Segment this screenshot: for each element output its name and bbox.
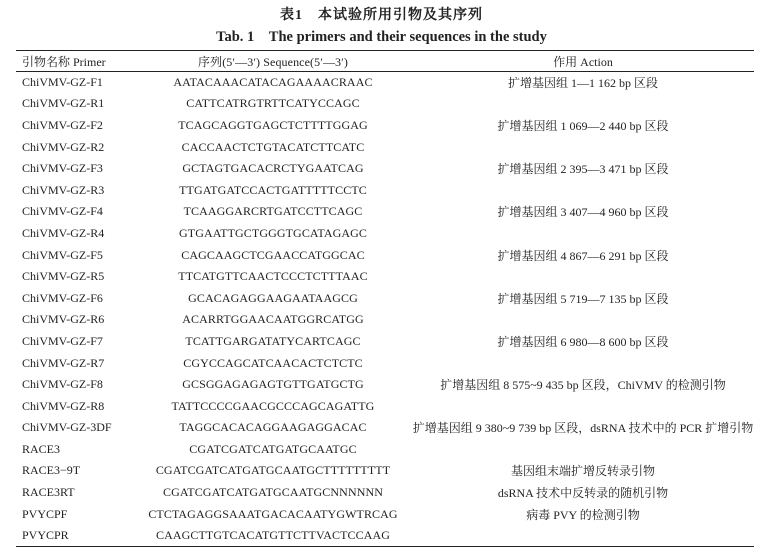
primer-name-cell: ChiVMV-GZ-R4 (22, 225, 105, 240)
action-cell (412, 93, 754, 115)
primer-name-cell: ChiVMV-GZ-F4 (22, 204, 103, 219)
table-row (16, 93, 754, 115)
action-cell: 扩增基因组 9 380~9 739 bp 区段，dsRNA 技术中的 PCR 扩增引物 (412, 421, 754, 436)
sequence-cell: TAGGCACACAGGAAGAGGACAC (179, 420, 367, 435)
table-row (16, 223, 754, 245)
sequence-cell: TTGATGATCCACTGATTTTTCCTC (179, 182, 367, 197)
header-action: 作用 Action (412, 51, 754, 72)
action-cell (412, 525, 754, 547)
sequence-cell: TTCATGTTCAACTCCCTCTTTAAC (178, 269, 368, 284)
primer-name-cell: ChiVMV-GZ-R2 (22, 139, 105, 154)
action-cell: 扩增基因组 1—1 162 bp 区段 (507, 76, 658, 91)
primer-name-cell: ChiVMV-GZ-3DF (22, 420, 112, 435)
action-cell (412, 136, 754, 158)
action-cell (412, 179, 754, 201)
sequence-cell: CAGCAAGCTCGAACCATGGCAC (181, 247, 365, 262)
table-row (16, 352, 754, 374)
action-cell: 扩增基因组 5 719—7 135 bp 区段 (497, 291, 669, 306)
table-row (16, 395, 754, 417)
primer-name-cell: ChiVMV-GZ-R3 (22, 182, 105, 197)
table-row (16, 503, 754, 525)
table-row (16, 309, 754, 331)
table-row (16, 287, 754, 309)
table-row (16, 525, 754, 547)
primer-name-cell: PVYCPR (16, 525, 134, 547)
table-row (16, 266, 754, 288)
primer-name-cell: PVYCPF (22, 506, 68, 521)
sequence-cell: ACARRTGGAACAATGGRCATGG (182, 312, 364, 327)
primer-name-cell: ChiVMV-GZ-F1 (22, 75, 103, 90)
primer-name-cell: ChiVMV-GZ-F7 (22, 333, 103, 348)
action-cell (412, 395, 754, 417)
sequence-cell: AATACAAACATACAGAAAACRAAC (173, 75, 373, 90)
table-row (16, 439, 754, 461)
table-row (16, 460, 754, 482)
sequence-cell: CAAGCTTGTCACATGTTCTTVACTCCAAG (134, 525, 412, 547)
table-title-en: Tab. 1 The primers and their sequences in the study (216, 29, 547, 45)
sequence-cell: TATTCCCCGAACGCCCAGCAGATTG (171, 398, 375, 413)
action-cell (412, 439, 754, 461)
sequence-cell: TCATTGARGATATYCARTCAGC (185, 333, 361, 348)
primer-name-cell: ChiVMV-GZ-F8 (22, 377, 103, 392)
action-cell (412, 309, 754, 331)
primer-name-cell: ChiVMV-GZ-R5 (22, 269, 105, 284)
action-cell: 扩增基因组 1 069—2 440 bp 区段 (497, 118, 669, 133)
table-body (16, 72, 754, 547)
table-row (16, 331, 754, 353)
table-row (16, 201, 754, 223)
sequence-cell: CACCAACTCTGTACATCTTCATC (181, 139, 365, 154)
primer-name-cell: ChiVMV-GZ-F5 (22, 247, 103, 262)
action-cell: 扩增基因组 3 407—4 960 bp 区段 (497, 205, 669, 220)
table-row (16, 244, 754, 266)
header-primer: 引物名称 Primer (16, 51, 134, 72)
action-cell (412, 352, 754, 374)
table-row (16, 179, 754, 201)
primer-name-cell: ChiVMV-GZ-R1 (22, 96, 105, 111)
primer-name-cell: ChiVMV-GZ-F3 (22, 161, 103, 176)
table-row (16, 417, 754, 439)
sequence-cell: CATTCATRGTRTTCATYCCAGC (186, 96, 360, 111)
table-header-row (16, 51, 754, 72)
sequence-cell: CGATCGATCATGATGCAATGCNNNNNN (162, 485, 384, 500)
table-title-cn: 表1 本试验所用引物及其序列 (280, 8, 483, 23)
sequence-cell: GCTAGTGACACRCTYGAATCAG (182, 161, 364, 176)
primer-table (16, 50, 754, 547)
primer-name-cell: ChiVMV-GZ-R8 (22, 398, 105, 413)
sequence-cell: GCSGGAGAGAGTGTTGATGCTG (182, 377, 364, 392)
table-row (16, 482, 754, 504)
sequence-cell: GTGAATTGCTGGGTGCATAGAGC (179, 225, 367, 240)
table-row (16, 115, 754, 137)
action-cell: dsRNA 技术中反转录的随机引物 (497, 486, 669, 501)
action-cell (412, 266, 754, 288)
table-row (16, 136, 754, 158)
primer-name-cell: ChiVMV-GZ-R6 (22, 312, 105, 327)
action-cell (412, 223, 754, 245)
action-cell: 扩增基因组 6 980—8 600 bp 区段 (497, 334, 669, 349)
table-row (16, 374, 754, 396)
sequence-cell: TCAGCAGGTGAGCTCTTTTGGAG (178, 117, 368, 132)
primer-name-cell: RACE3−9T (22, 463, 81, 478)
sequence-cell: TCAAGGARCRTGATCCTTCAGC (183, 204, 363, 219)
primer-name-cell: RACE3RT (22, 485, 75, 500)
sequence-cell: CGATCGATCATGATGCAATGCTTTTTTTTT (155, 463, 391, 478)
table-row (16, 72, 754, 94)
action-cell: 扩增基因组 2 395—3 471 bp 区段 (497, 162, 669, 177)
primer-name-cell: RACE3 (22, 441, 61, 456)
action-cell: 基因组末端扩增反转录引物 (510, 464, 655, 479)
sequence-cell: GCACAGAGGAAGAATAAGCG (188, 290, 358, 305)
table-row (16, 158, 754, 180)
sequence-cell: CTCTAGAGGSAAATGACACAATYGWTRCAG (148, 506, 398, 521)
action-cell: 扩增基因组 8 575~9 435 bp 区段，ChiVMV 的检测引物 (440, 378, 726, 393)
action-cell: 病毒 PVY 的检测引物 (526, 507, 640, 522)
primer-name-cell: ChiVMV-GZ-F6 (22, 290, 103, 305)
sequence-cell: CGATCGATCATGATGCAATGC (189, 441, 357, 456)
action-cell: 扩增基因组 4 867—6 291 bp 区段 (497, 248, 669, 263)
header-sequence: 序列(5′—3′) Sequence(5′—3′) (134, 51, 412, 72)
primer-name-cell: ChiVMV-GZ-R7 (22, 355, 105, 370)
sequence-cell: CGYCCAGCATCAACACTCTCTC (183, 355, 363, 370)
primer-name-cell: ChiVMV-GZ-F2 (22, 117, 103, 132)
